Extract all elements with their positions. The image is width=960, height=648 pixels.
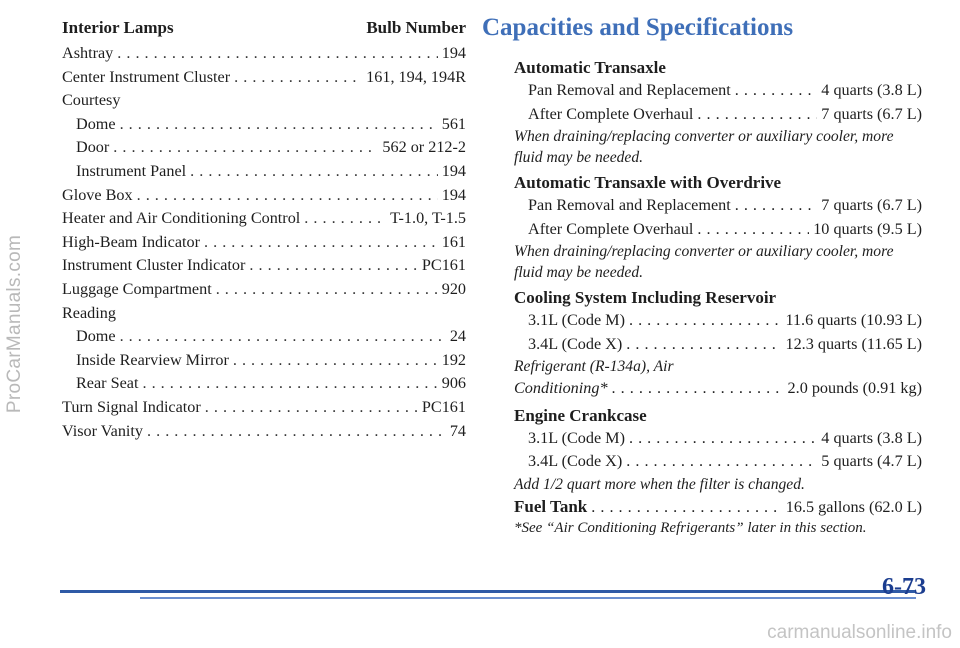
lamp-group-label: Courtesy <box>62 91 121 110</box>
interior-lamps-heading: Interior Lamps <box>62 18 174 37</box>
dot-leader <box>697 103 817 127</box>
dot-leader <box>249 254 417 278</box>
dot-leader <box>735 79 818 103</box>
dot-leader <box>120 325 446 349</box>
lamp-row <box>62 325 466 349</box>
bulb-number: 161, 194, 194R <box>366 67 466 86</box>
dot-leader <box>629 427 817 451</box>
dot-leader <box>626 333 781 357</box>
interior-lamps-table <box>62 14 466 443</box>
dot-leader <box>304 207 386 231</box>
spec-value: 10 quarts (9.5 L) <box>813 219 922 238</box>
spec-row <box>482 309 922 333</box>
capacities-section <box>482 10 922 539</box>
spec-value: 11.6 quarts (10.93 L) <box>785 311 922 329</box>
bulb-number: 161 <box>441 232 466 251</box>
footer-rule-thin <box>140 597 916 599</box>
dot-leader <box>113 136 378 160</box>
bulb-number: 562 or 212-2 <box>382 138 466 157</box>
dot-leader <box>735 194 818 218</box>
bulb-number: 194 <box>441 185 466 204</box>
lamp-label: Glove Box <box>62 185 133 204</box>
bulb-number: PC161 <box>421 256 466 275</box>
refrigerant-label-line1: Refrigerant (R-134a), Air <box>514 358 674 375</box>
spec-value: 7 quarts (6.7 L) <box>821 104 922 123</box>
lamp-label: Door <box>76 138 110 157</box>
spec-label: 3.4L (Code X) <box>528 334 623 353</box>
bulb-number: 74 <box>449 421 466 440</box>
bulb-number: T-1.0, T-1.5 <box>390 209 466 228</box>
dot-leader <box>697 218 809 242</box>
lamp-label: High-Beam Indicator <box>62 232 200 251</box>
dot-leader <box>626 450 817 474</box>
crankcase-note: Add 1/2 quart more when the filter is changed. <box>514 475 805 493</box>
lamp-row <box>62 254 466 278</box>
spec-row <box>482 333 922 357</box>
spec-value: 12.3 quarts (11.65 L) <box>785 334 922 353</box>
lamp-label: Ashtray <box>62 44 114 62</box>
spec-note: When draining/replacing converter or auxiliary cooler, more fluid may be needed. <box>514 128 894 166</box>
interior-lamps-header <box>62 14 466 42</box>
dot-leader <box>234 66 362 90</box>
lamp-row <box>62 66 466 90</box>
lamp-label: Dome <box>76 114 116 133</box>
dot-leader <box>204 231 438 255</box>
dot-leader <box>190 160 438 184</box>
lamp-row <box>62 420 466 444</box>
bulb-number: 24 <box>449 327 466 346</box>
lamp-label: Inside Rearview Mirror <box>76 350 229 369</box>
dot-leader <box>142 372 437 396</box>
page-number: 6-73 <box>882 574 926 600</box>
spec-row <box>482 427 922 451</box>
dot-leader <box>137 184 438 208</box>
lamp-row <box>62 372 466 396</box>
lamp-row <box>62 396 466 420</box>
bulb-number: 192 <box>441 350 466 369</box>
spec-label: 3.1L (Code M) <box>528 428 625 447</box>
lamp-label: Instrument Panel <box>76 161 187 180</box>
spec-label: 3.1L (Code M) <box>528 311 625 329</box>
lamp-row <box>62 42 466 66</box>
spec-row <box>482 79 922 103</box>
bulb-number: 906 <box>441 374 466 393</box>
spec-note: When draining/replacing converter or auxiliary cooler, more fluid may be needed. <box>514 243 894 281</box>
lamp-label: Instrument Cluster Indicator <box>62 256 246 275</box>
dot-leader <box>216 278 438 302</box>
spec-row <box>482 450 922 474</box>
lamp-label: Luggage Compartment <box>62 279 212 298</box>
spec-row <box>482 194 922 218</box>
spec-value: 4 quarts (3.8 L) <box>821 428 922 447</box>
bulb-number: PC161 <box>421 397 466 416</box>
lamp-label: Dome <box>76 327 116 346</box>
spec-value: 2.0 pounds (0.91 kg) <box>787 379 922 397</box>
cooling-heading: Cooling System Including Reservoir <box>514 288 777 307</box>
dot-leader <box>205 396 418 420</box>
lamp-group-row <box>62 89 466 113</box>
bulb-number: 561 <box>441 114 466 133</box>
lamp-label: Turn Signal Indicator <box>62 397 201 416</box>
spec-label: Pan Removal and Replacement <box>528 196 731 214</box>
bulb-number: 194 <box>441 161 466 180</box>
lamp-row <box>62 184 466 208</box>
lamp-row <box>62 160 466 184</box>
lamp-label: Visor Vanity <box>62 421 144 440</box>
spec-row <box>482 377 922 401</box>
spec-value: 5 quarts (4.7 L) <box>821 452 922 470</box>
fuel-tank-label: Fuel Tank <box>514 496 588 516</box>
lamp-label: Heater and Air Conditioning Control <box>62 209 301 228</box>
lamp-row <box>62 231 466 255</box>
bulb-number: 194 <box>441 44 466 62</box>
fuel-tank-row <box>482 495 922 519</box>
lamp-row <box>62 207 466 231</box>
bottom-watermark: carmanualsonline.info <box>767 622 952 643</box>
dot-leader <box>147 420 446 444</box>
dot-leader <box>233 349 438 373</box>
lamp-label: Rear Seat <box>76 374 139 393</box>
spec-label: 3.4L (Code X) <box>528 452 623 470</box>
spec-value: 16.5 gallons (62.0 L) <box>785 497 922 516</box>
spec-row <box>482 103 922 127</box>
bulb-number: 920 <box>441 279 466 298</box>
spec-value: 7 quarts (6.7 L) <box>821 196 922 214</box>
lamp-group-label: Reading <box>62 303 116 322</box>
dot-leader <box>117 42 437 66</box>
lamp-label: Center Instrument Cluster <box>62 67 231 86</box>
lamp-row <box>62 278 466 302</box>
lamp-row <box>62 349 466 373</box>
dot-leader <box>120 113 438 137</box>
auto-transaxle-heading: Automatic Transaxle <box>514 58 666 77</box>
dot-leader <box>629 309 782 333</box>
lamp-group-row <box>62 302 466 326</box>
spec-label: After Complete Overhaul <box>528 219 694 238</box>
spec-label: After Complete Overhaul <box>528 104 694 123</box>
spec-row <box>482 218 922 242</box>
dot-leader <box>612 377 784 401</box>
crankcase-heading: Engine Crankcase <box>514 405 647 425</box>
refrigerant-label-line2: Conditioning* <box>514 379 608 397</box>
spec-label: Pan Removal and Replacement <box>528 81 731 99</box>
side-watermark <box>2 0 28 648</box>
spec-value: 4 quarts (3.8 L) <box>821 81 922 99</box>
lamp-row <box>62 113 466 137</box>
footer-rule <box>60 590 916 593</box>
bulb-number-heading: Bulb Number <box>366 18 466 37</box>
dot-leader <box>591 496 782 520</box>
auto-transaxle-od-heading: Automatic Transaxle with Overdrive <box>514 173 782 192</box>
lamp-row <box>62 136 466 160</box>
side-watermark-text: ProCarManuals.com <box>4 234 25 414</box>
section-title: Capacities and Specifications <box>482 14 794 41</box>
footnote: *See “Air Conditioning Refrigerants” later in this section. <box>514 520 867 536</box>
